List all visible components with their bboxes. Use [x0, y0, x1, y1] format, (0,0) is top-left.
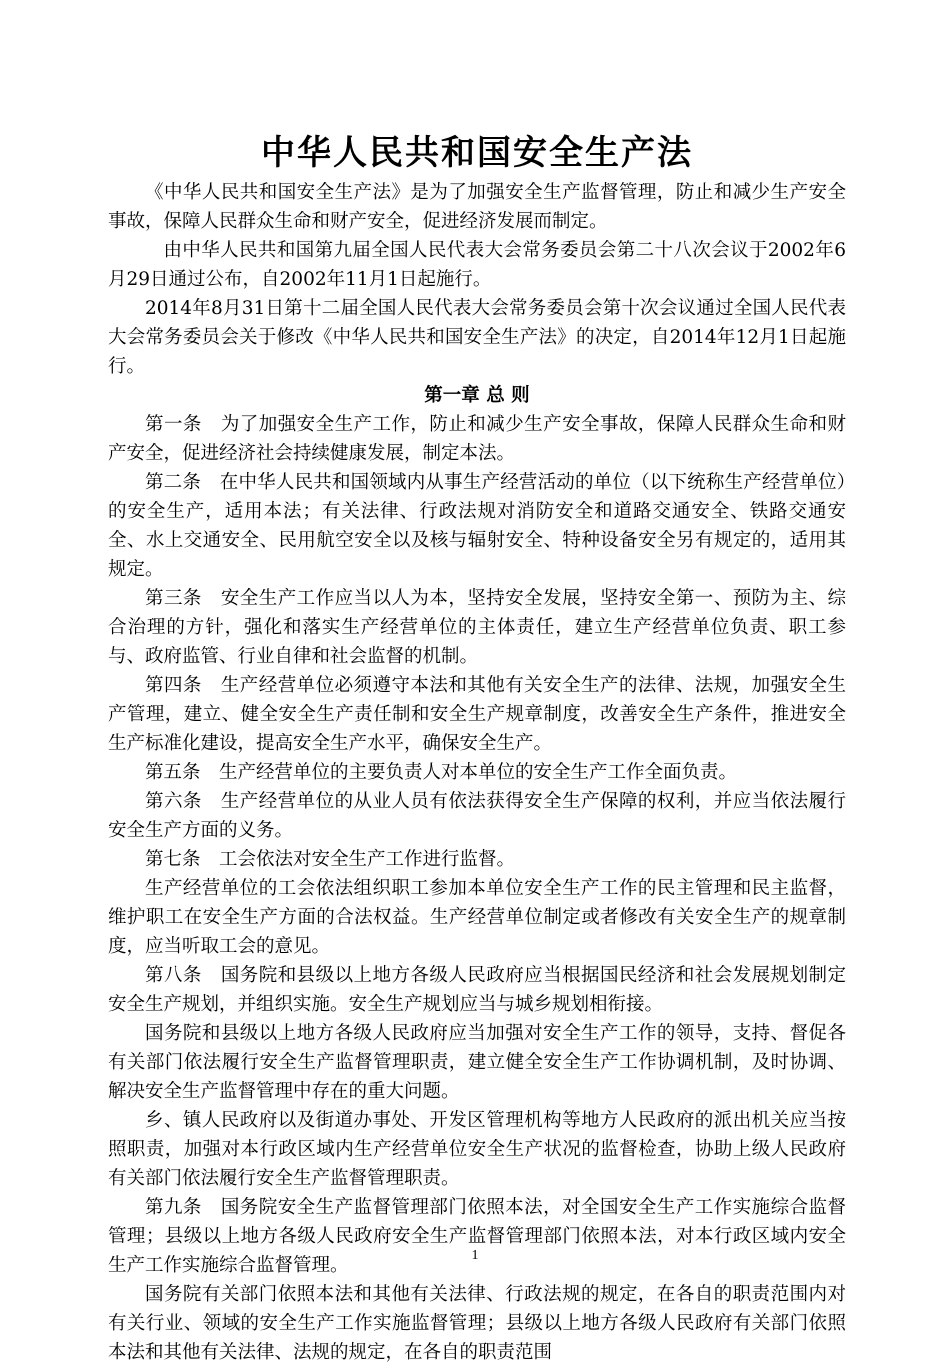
article-paragraph: 第七条 工会依法对安全生产工作进行监督。: [145, 849, 516, 870]
article-paragraph: 乡、镇人民政府以及街道办事处、开发区管理机构等地方人民政府的派出机关应当按照职责，加强对本行政区域内生产经营单位安全生产状况的监督检查，协助上级人民政府有关部门依法履行安全生产监督管理职责。: [108, 1110, 846, 1189]
intro-paragraph: 2014年8月31日第十二届全国人民代表大会常务委员会第十次会议通过全国人民代表大会常务委员会关于修改《中华人民共和国安全生产法》的决定，自2014年12月1日起施行。: [108, 298, 846, 377]
intro-paragraph: 由中华人民共和国第九届全国人民代表大会常务委员会第二十八次会议于2002年6月29日通过公布，自2002年11月1日起施行。: [108, 240, 846, 290]
document-title: 中华人民共和国安全生产法: [261, 133, 693, 173]
article-paragraph: 第九条 国务院安全生产监督管理部门依照本法，对全国安全生产工作实施综合监督管理；县级以上地方各级人民政府安全生产监督管理部门依照本法，对本行政区域内安全生产工作实施综合监督管理。: [108, 1197, 846, 1276]
document-page: [108, 128, 846, 1367]
article-paragraph: 第二条 在中华人民共和国领域内从事生产经营活动的单位（以下统称生产经营单位）的安全生产，适用本法；有关法律、行政法规对消防安全和道路交通安全、铁路交通安全、水上交通安全、民用航空安全以及核与辐射安全、特种设备安全另有规定的，适用其规定。: [108, 472, 846, 580]
article-paragraph: 第三条 安全生产工作应当以人为本，坚持安全发展，坚持安全第一、预防为主、综合治理的方针，强化和落实生产经营单位的主体责任，建立生产经营单位负责、职工参与、政府监管、行业自律和社会监督的机制。: [108, 588, 846, 667]
intro-paragraph: 《中华人民共和国安全生产法》是为了加强安全生产监督管理，防止和减少生产安全事故，保障人民群众生命和财产安全，促进经济发展而制定。: [108, 182, 846, 232]
article-paragraph: 第四条 生产经营单位必须遵守本法和其他有关安全生产的法律、法规，加强安全生产管理，建立、健全安全生产责任制和安全生产规章制度，改善安全生产条件，推进安全生产标准化建设，提高安全生产水平，确保安全生产。: [108, 675, 846, 754]
article-paragraph: 国务院和县级以上地方各级人民政府应当加强对安全生产工作的领导，支持、督促各有关部门依法履行安全生产监督管理职责，建立健全安全生产工作协调机制，及时协调、解决安全生产监督管理中存在的重大问题。: [108, 1023, 846, 1102]
article-paragraph: 第一条 为了加强安全生产工作，防止和减少生产安全事故，保障人民群众生命和财产安全，促进经济社会持续健康发展，制定本法。: [108, 414, 846, 464]
article-paragraph: 第五条 生产经营单位的主要负责人对本单位的安全生产工作全面负责。: [145, 762, 738, 783]
article-paragraph: 生产经营单位的工会依法组织职工参加本单位安全生产工作的民主管理和民主监督，维护职工在安全生产方面的合法权益。生产经营单位制定或者修改有关安全生产的规章制度，应当听取工会的意见。: [108, 878, 846, 957]
article-paragraph: 第六条 生产经营单位的从业人员有依法获得安全生产保障的权利，并应当依法履行安全生产方面的义务。: [108, 791, 846, 841]
article-paragraph: 第八条 国务院和县级以上地方各级人民政府应当根据国民经济和社会发展规划制定安全生产规划，并组织实施。安全生产规划应当与城乡规划相衔接。: [108, 965, 846, 1015]
article-paragraph: 国务院有关部门依照本法和其他有关法律、行政法规的规定，在各自的职责范围内对有关行业、领域的安全生产工作实施监督管理；县级以上地方各级人民政府有关部门依照本法和其他有关法律、法规的规定，在各自的职责范围: [108, 1284, 846, 1363]
chapter-heading: 第一章 总 则: [424, 385, 530, 406]
page-number: 1: [471, 1248, 479, 1263]
